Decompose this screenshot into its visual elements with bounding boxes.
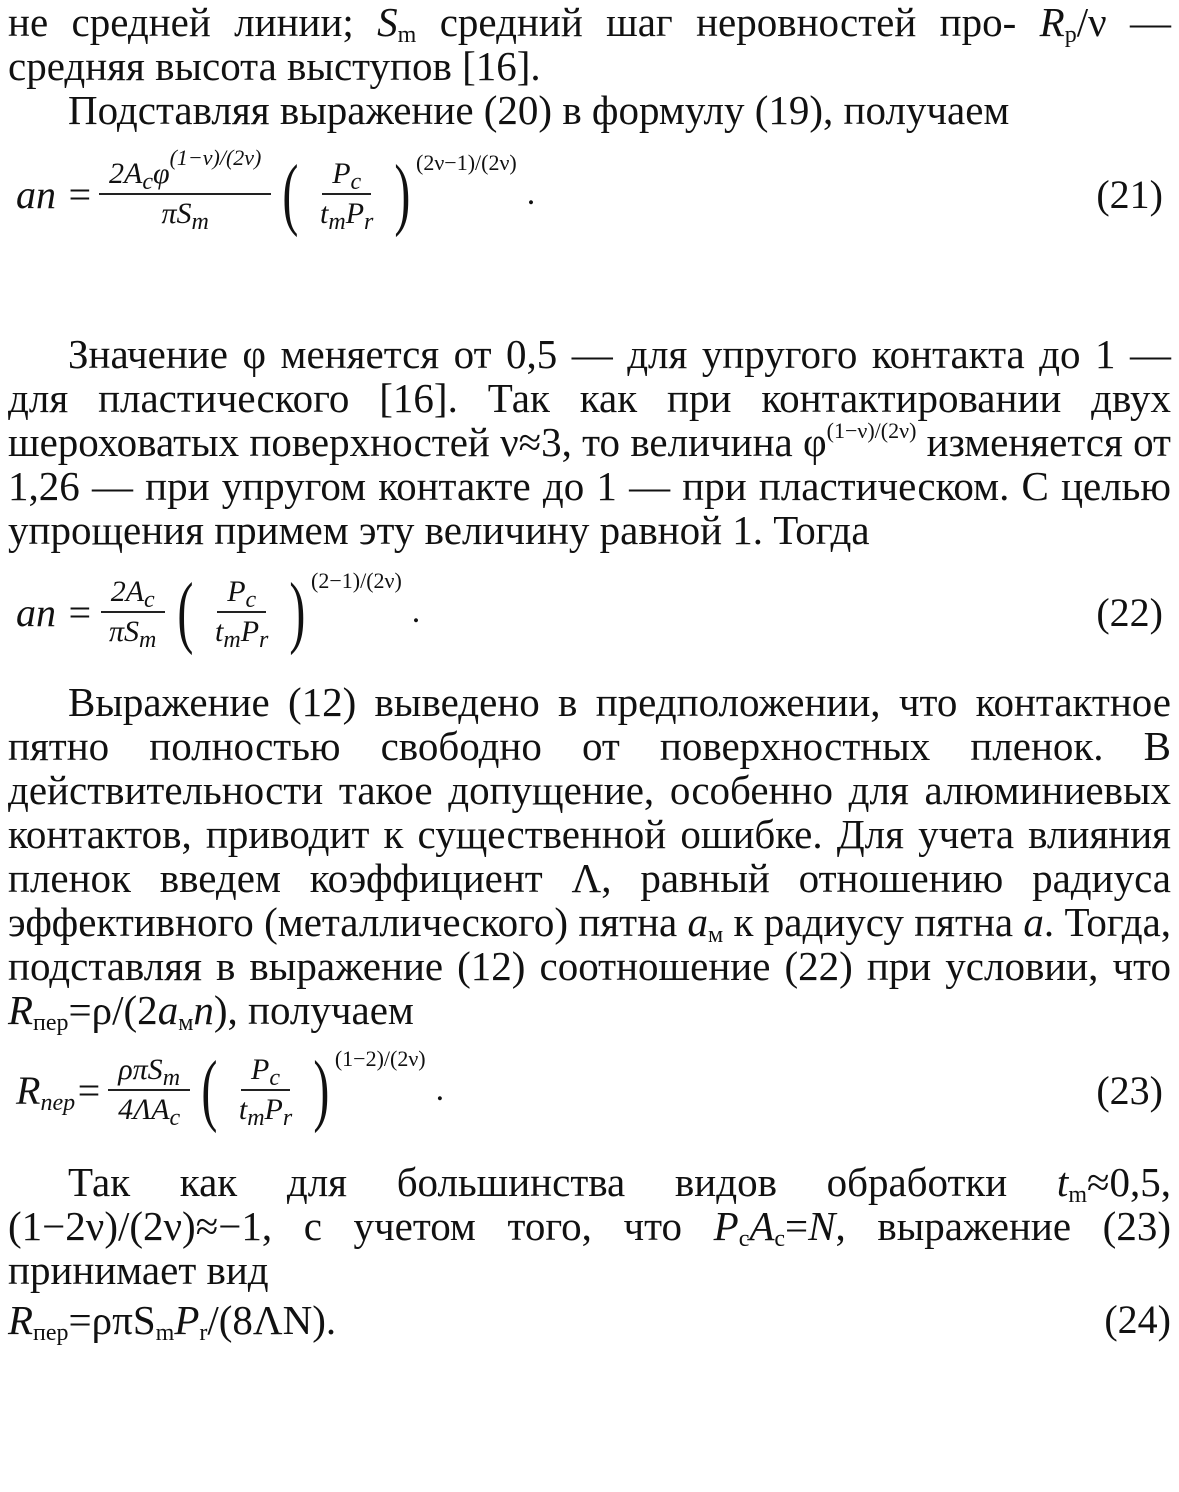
fraction — [99, 145, 271, 235]
fraction: $\frac{\rho\pi S_m}{4\Lambda A_c}$ — [108, 1053, 190, 1127]
paragraph-4: Выражение (12) выведено в предположении, что контактное пятно полностью свободно от поверхностных пленок. В действительности такое допущение, особенно для алюминиевых контактов, приводит к существенной ошибке. Для учета влияния пленок введем коэффициент Λ, равный отношению радиуса эффективного (металлического) пятна $a_м$ к радиусу пятна a. Тогда, подставляя в выражение (12) соотношение (22) при условии, что $R_{пер}=\rho/(2a_мn)$, получаем — [8, 679, 1172, 1036]
exponent: (2−1)/(2ν) — [311, 568, 402, 593]
paragraph-5: Так как для большинства видов обработки $t_m\approx 0,5$, (1−2ν)/(2ν)≈−1, с учетом того, что $P_cA_c=N$, выражение (23) принимает вид — [8, 1159, 1171, 1293]
equation-number: (24) — [1104, 1297, 1171, 1342]
equation-lhs: an = — [16, 589, 93, 635]
text: средний шаг неровностей про- — [416, 0, 1017, 45]
text: не средней линии; — [8, 0, 378, 45]
subscript: p — [1064, 22, 1077, 48]
paragraph-3: Значение φ меняется от 0,5 — для упругого контакта до 1 — для пластического [16]. Так как при контактировании двух шероховатых поверхностей ν≈3, то величина $\varphi^{(1-\nu)/(2\nu)}$ изменяется от 1,26 — при упругом контакте до 1 — при пластическом. С целью упрощения примем эту величину равной 1. Тогда — [8, 331, 1171, 553]
equation-number: (23) — [1096, 1067, 1163, 1113]
left-paren: ( — [282, 150, 299, 238]
right-paren: ) — [289, 568, 306, 656]
text: /ν — [1076, 0, 1107, 45]
equation-number: (21) — [1096, 171, 1163, 217]
equation-24: $R_{пер}=\rho\pi S_mP_r/(8\Lambda N)$. (24) — [8, 1297, 1171, 1346]
numerator: $2A_c\varphi^{(1-\nu)/(2\nu)}$ — [99, 157, 271, 195]
subscript: m — [397, 22, 417, 48]
right-paren: ) — [313, 1046, 330, 1134]
symbol: S — [377, 0, 398, 45]
inner-fraction: $\frac{P_c}{t_mP_r}$ — [238, 1053, 293, 1131]
equation-lhs: an = — [16, 171, 93, 217]
equation-number: (22) — [1096, 589, 1163, 635]
text: — средняя высота выступов [16]. — [8, 0, 1171, 89]
left-paren: ( — [177, 568, 194, 656]
denominator: $\pi S_m$ — [161, 197, 209, 235]
exponent: (2ν−1)/(2ν) — [416, 150, 517, 175]
inner-fraction: $\frac{P_c}{t_mP_r}$ — [215, 575, 269, 653]
inner-fraction: $\frac{P_c}{t_mP_r}$ — [320, 157, 374, 235]
right-paren: ) — [394, 150, 411, 238]
paragraph-1 — [8, 0, 1171, 88]
symbol: R — [1039, 0, 1065, 45]
left-paren: ( — [201, 1046, 218, 1134]
paragraph-2: Подставляя выражение (20) в формулу (19), получаем — [68, 87, 1010, 133]
equation-lhs: $R_{пер}=$ — [16, 1067, 103, 1116]
fraction: $\frac{2A_c}{\pi S_m}$ — [99, 575, 166, 649]
book-page: не средней линии; $S_m$ средний шаг неровностей про- $R_p/\nu$ — средняя высота выступов [16]. Подставляя выражение (20) в формулу (19), получаем an = $\frac{2A_c\varphi^{(1-\nu)/(2\nu)}}{\pi S_m}$ ( $\frac{P_c}{t_mP_r}$ ) (2ν−1)/(2ν) . (21) Значение φ меняется от 0,5 — для упругого контакта до 1 — для пластического [16]. Так как при контактировании двух шероховатых поверхностей ν≈3, то величина $\varphi^{(1-\nu)/(2\nu)}$ изменяется от 1,26 — при упругом контакте до 1 — при пластическом. С целью упрощения примем эту величину равной 1. Тогда an = $\frac{2A_c}{\pi S_m}$ ( $\frac{P_c}{t_mP_r}$ ) (2−1)/(2ν) . (22) Выражение (12) выведено в предположении, что контактное пятно полностью свободно от поверхностных пленок. В действительности такое допущение, особенно для алюминиевых контактов, приводит к существенной ошибке. Для учета влияния пленок введем коэффициент Λ, равный отношению радиуса эффективного (металлического) пятна $a_м$ к радиусу пятна a. Тогда, подставляя в выражение (12) соотношение (22) при условии, что $R_{пер}=\rho/(2a_мn)$, получаем $R_{пер}=$ $\frac{\rho\pi S_m}{4\Lambda A_c}$ ( $\frac{P_c}{t_mP_r}$ ) (1−2)/(2ν) . (23) Так как для большинства видов обработки $t_m\approx 0,5$, (1−2ν)/(2ν)≈−1, с учетом того, что $P_cA_c=N$, выражение (23) принимает вид $R_{пер}=\rho\pi S_mP_r/(8\Lambda N)$. (24) — [8, 0, 1172, 1346]
exponent: (1−2)/(2ν) — [334, 1046, 426, 1071]
